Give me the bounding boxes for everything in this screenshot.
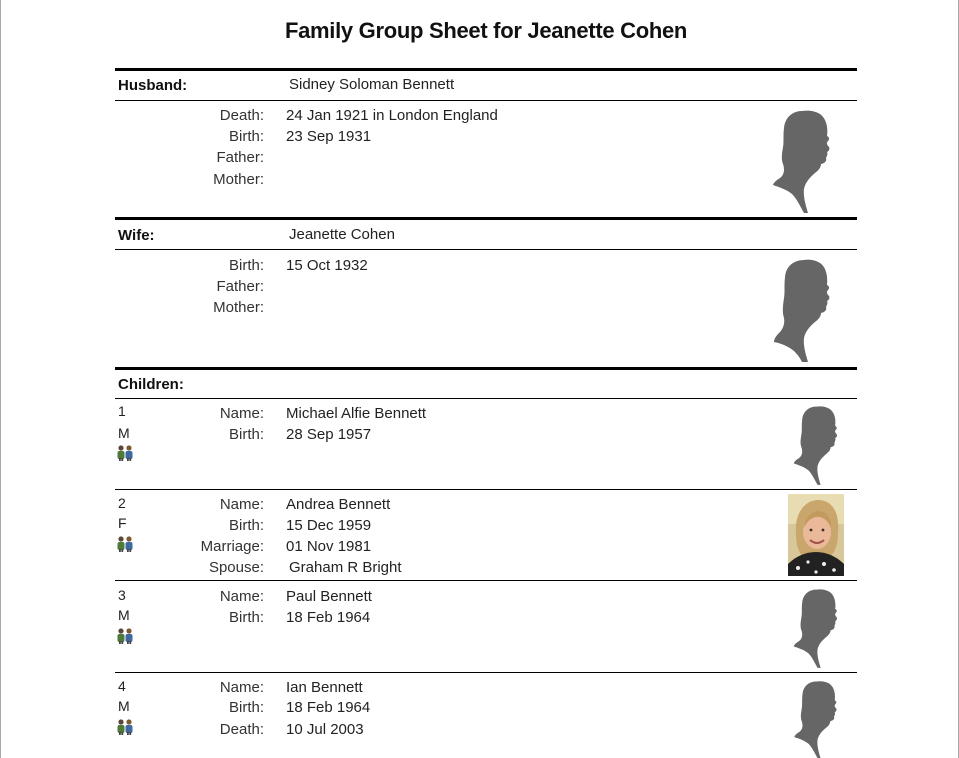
section-divider <box>115 68 857 71</box>
child-number: 3 <box>118 587 126 603</box>
child-sex: M <box>118 698 130 714</box>
husband-birth-value: 23 Sep 1931 <box>286 128 372 145</box>
wife-mother-label: Mother: <box>213 299 264 316</box>
husband-death-value: 24 Jan 1921 in London England <box>286 107 498 124</box>
child-birth-value: 28 Sep 1957 <box>286 426 372 443</box>
child-number: 4 <box>118 678 126 694</box>
child-sex: M <box>118 607 130 623</box>
section-divider <box>115 217 857 220</box>
family-icon[interactable] <box>116 445 134 461</box>
child-name-value: Ian Bennett <box>286 679 363 696</box>
wife-birth-value: 15 Oct 1932 <box>286 257 368 274</box>
child-name-value: Paul Bennett <box>286 588 372 605</box>
child-number: 2 <box>118 495 126 511</box>
child-name-label: Name: <box>219 588 264 605</box>
child-marriage-value: 01 Nov 1981 <box>286 538 372 555</box>
family-icon[interactable] <box>116 628 134 644</box>
child-spouse-label: Spouse: <box>208 559 264 576</box>
child-birth-value: 18 Feb 1964 <box>286 699 371 716</box>
page-title: Family Group Sheet for Jeanette Cohen <box>284 18 688 43</box>
male-silhouette-icon[interactable] <box>772 109 832 213</box>
wife-birth-label: Birth: <box>228 257 264 274</box>
children-header: Children: <box>118 376 184 393</box>
row-divider <box>115 100 857 101</box>
child-sex: F <box>118 515 127 531</box>
husband-father-label: Father: <box>216 149 264 166</box>
child-death-value: 10 Jul 2003 <box>286 721 364 738</box>
child-birth-label: Birth: <box>228 609 264 626</box>
child-name-value: Andrea Bennett <box>286 496 391 513</box>
row-divider <box>115 580 857 581</box>
child-birth-value: 18 Feb 1964 <box>286 609 371 626</box>
child-name-label: Name: <box>219 405 264 422</box>
husband-birth-label: Birth: <box>228 128 264 145</box>
husband-death-label: Death: <box>219 107 264 124</box>
child-name-label: Name: <box>219 679 264 696</box>
child-photo[interactable] <box>788 494 844 576</box>
child-sex: M <box>118 425 130 441</box>
female-silhouette-icon[interactable] <box>772 258 832 362</box>
child-birth-label: Birth: <box>228 426 264 443</box>
male-silhouette-icon[interactable] <box>793 680 839 758</box>
row-divider <box>115 672 857 673</box>
row-divider <box>115 489 857 490</box>
child-birth-value: 15 Dec 1959 <box>286 517 372 534</box>
child-birth-label: Birth: <box>228 517 264 534</box>
husband-name: Sidney Soloman Bennett <box>289 76 455 93</box>
child-name-label: Name: <box>219 496 264 513</box>
male-silhouette-icon[interactable] <box>793 588 839 668</box>
section-divider <box>115 367 857 370</box>
wife-header: Wife: <box>118 227 155 244</box>
row-divider <box>115 249 857 250</box>
window-border-left <box>0 0 1 758</box>
child-death-label: Death: <box>219 721 264 738</box>
male-silhouette-icon[interactable] <box>793 405 839 485</box>
child-marriage-label: Marriage: <box>200 538 264 555</box>
husband-header: Husband: <box>118 77 188 94</box>
wife-name: Jeanette Cohen <box>289 226 395 243</box>
child-number: 1 <box>118 403 126 419</box>
row-divider <box>115 398 857 399</box>
wife-father-label: Father: <box>216 278 264 295</box>
husband-mother-label: Mother: <box>213 171 264 188</box>
child-name-value: Michael Alfie Bennett <box>286 405 427 422</box>
child-birth-label: Birth: <box>228 699 264 716</box>
child-spouse-value: Graham R Bright <box>289 559 402 576</box>
